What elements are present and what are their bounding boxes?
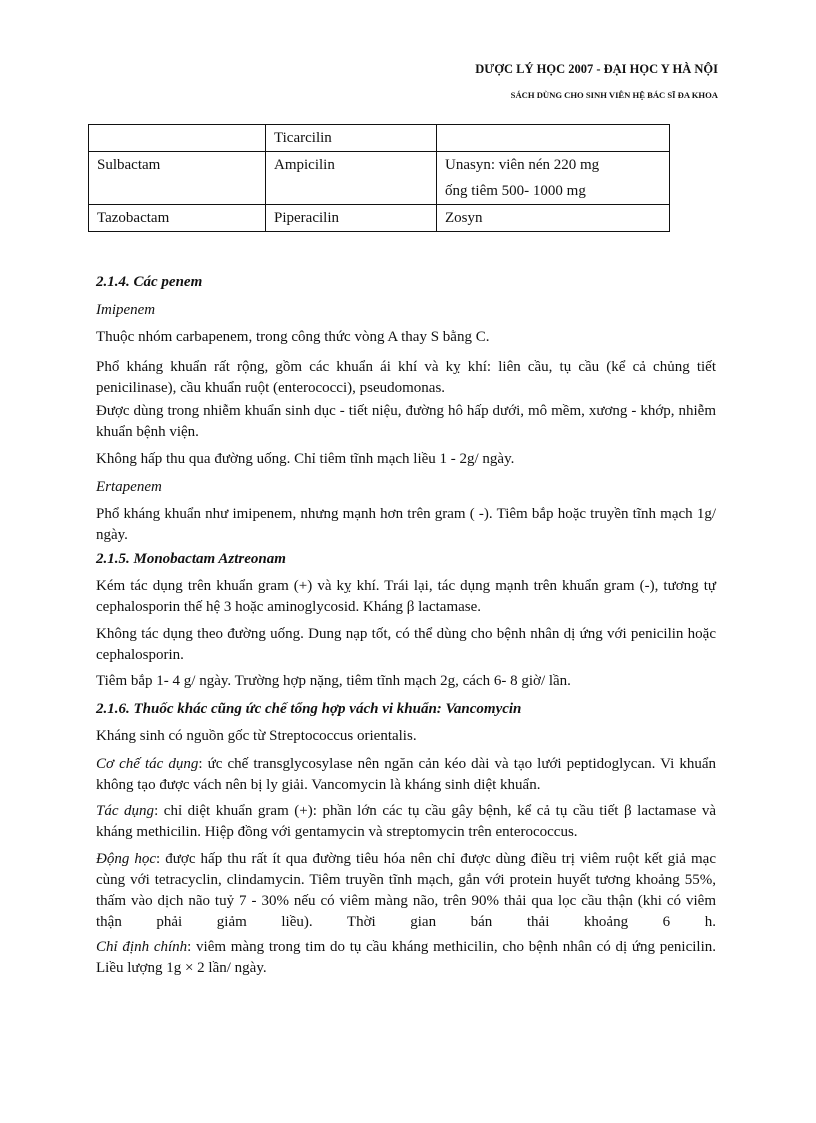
paragraph: Kém tác dụng trên khuẩn gram (+) và kỵ khí. Trái lại, tác dụng mạnh trên khuẩn gram (-), tương tự cephalosporin thế hệ 3 hoặc aminoglycosid. Kháng β lactamase. <box>96 578 716 615</box>
paragraph-text: : viêm màng trong tim do tụ cầu kháng methicilin, cho bệnh nhân có dị ứng penicilin. Liều lượng 1g × 2 lần/ ngày. <box>96 939 717 976</box>
table-cell-line: ống tiêm 500- 1000 mg <box>445 183 586 199</box>
table-cell: Piperacilin <box>266 205 437 232</box>
section-heading-vancomycin: 2.1.6. Thuốc khác cũng ức chế tổng hợp vách vi khuẩn: Vancomycin <box>96 701 522 717</box>
paragraph-label: Chỉ định chính <box>96 939 188 955</box>
paragraph-mechanism <box>96 754 716 796</box>
running-header-title: DƯỢC LÝ HỌC 2007 - ĐẠI HỌC Y HÀ NỘI <box>475 62 718 76</box>
table-cell <box>437 152 670 205</box>
table-cell: Sulbactam <box>89 152 266 205</box>
table-cell: Zosyn <box>437 205 670 232</box>
paragraph: Phổ kháng khuẩn như imipenem, nhưng mạnh hơn trên gram ( -). Tiêm bắp hoặc truyền tĩnh mạch 1g/ ngày. <box>96 506 716 543</box>
subheading-imipenem: Imipenem <box>96 302 156 318</box>
paragraph-effect <box>96 801 716 843</box>
section-heading-penem: 2.1.4. Các penem <box>96 274 203 290</box>
table-row <box>89 205 670 232</box>
table-cell <box>89 125 266 152</box>
paragraph-text: : chỉ diệt khuẩn gram (+): phần lớn các tụ cầu gây bệnh, kể cả tụ cầu tiết β lactamase và kháng methicilin. Hiệp đồng với gentamycin và streptomycin trên enterococcus. <box>96 803 716 840</box>
paragraph-label: Tác dụng <box>96 803 155 819</box>
paragraph-indication <box>96 937 716 979</box>
table-row <box>89 125 670 152</box>
table-cell: Ampicilin <box>266 152 437 205</box>
table-cell: Ticarcilin <box>266 125 437 152</box>
paragraph-text: : ức chế transglycosylase nên ngăn cản kéo dài và tạo lưới peptidoglycan. Vi khuẩn không tạo được vách nên bị ly giải. Vancomycin là kháng sinh diệt khuẩn. <box>96 756 716 793</box>
paragraph-text: : được hấp thu rất ít qua đường tiêu hóa nên chỉ được dùng điều trị viêm ruột kết giả mạc cùng với tetracyclin, clindamycin. Tiêm truyền tĩnh mạch, gắn với protein huyết tương khoảng 55%, thấm vào dịch não tuỷ 7 - 30% nếu có viêm màng não, trên 90% thải qua lọc cầu thận (khi có viêm thận phải giảm liều). Thời gian bán thải khoảng 6 h. <box>96 851 716 930</box>
paragraph-label: Động học <box>96 851 157 867</box>
subheading-ertapenem: Ertapenem <box>96 479 162 495</box>
table-cell-line: Unasyn: viên nén 220 mg <box>445 157 600 173</box>
table-row <box>89 152 670 205</box>
table-cell: Tazobactam <box>89 205 266 232</box>
section-heading-monobactam: 2.1.5. Monobactam Aztreonam <box>96 551 286 567</box>
drug-combination-table <box>88 124 670 232</box>
paragraph-label: Cơ chế tác dụng <box>96 756 199 772</box>
paragraph: Thuộc nhóm carbapenem, trong công thức vòng A thay S bằng C. <box>96 329 490 345</box>
paragraph: Không hấp thu qua đường uống. Chỉ tiêm tĩnh mạch liều 1 - 2g/ ngày. <box>96 451 515 467</box>
paragraph: Kháng sinh có nguồn gốc từ Streptococcus orientalis. <box>96 728 417 744</box>
paragraph: Không tác dụng theo đường uống. Dung nạp tốt, có thể dùng cho bệnh nhân dị ứng với penicilin hoặc cephalosporin. <box>96 626 716 663</box>
paragraph: Phổ kháng khuẩn rất rộng, gồm các khuẩn ái khí và kỵ khí: liên cầu, tụ cầu (kể cả chủng tiết penicilinase), cầu khuẩn ruột (enterococci), pseudomonas. <box>96 359 716 396</box>
running-header-subtitle: SÁCH DÙNG CHO SINH VIÊN HỆ BÁC SĨ ĐA KHOA <box>510 90 718 100</box>
table-cell <box>437 125 670 152</box>
paragraph: Tiêm bắp 1- 4 g/ ngày. Trường hợp nặng, tiêm tĩnh mạch 2g, cách 6- 8 giờ/ lần. <box>96 673 571 689</box>
paragraph-kinetics <box>96 849 716 933</box>
paragraph: Được dùng trong nhiễm khuẩn sinh dục - tiết niệu, đường hô hấp dưới, mô mềm, xương - khớp, nhiễm khuẩn bệnh viện. <box>96 403 716 440</box>
